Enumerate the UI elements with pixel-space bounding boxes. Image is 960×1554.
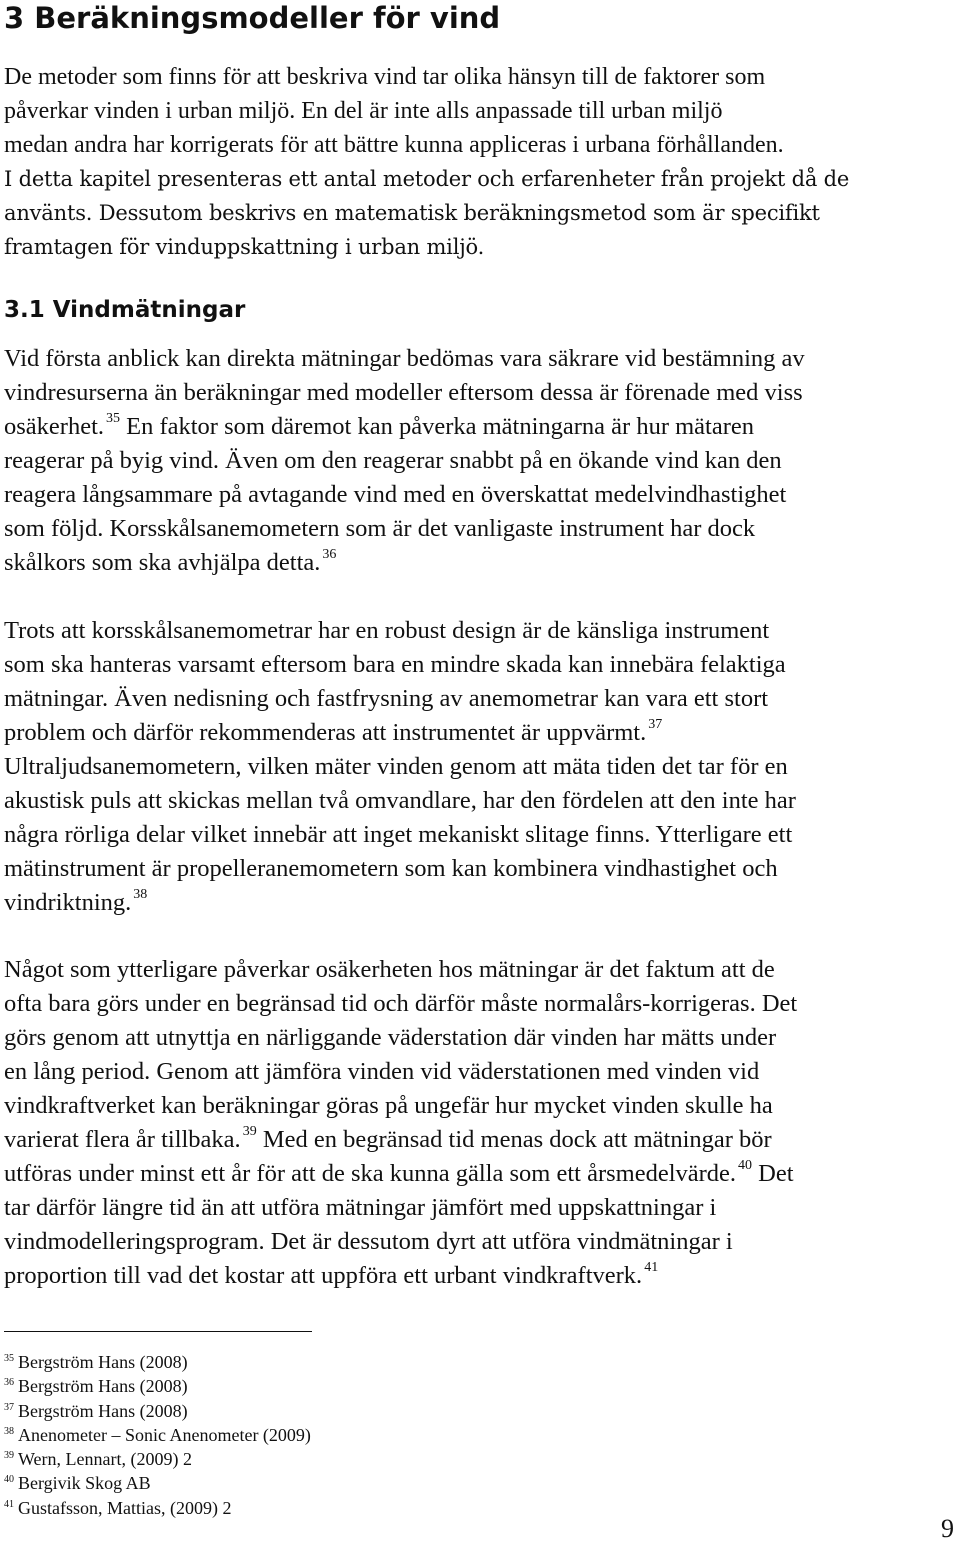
text-line: utföras under minst ett år för att de ska kunna gälla som ett årsmedelvärde. $^{40}$ Det (4, 1158, 794, 1187)
footnote-ref: 40 (738, 1158, 753, 1173)
intro-paragraph (4, 60, 956, 264)
text-line: I detta kapitel presenteras ett antal metoder och erfarenheter från projekt då de (4, 167, 850, 191)
text-line: varierat flera år tillbaka. $^{39}$ Med en begränsad tid menas dock att mätningar bör (4, 1124, 772, 1153)
footnote-item: 38 Anenometer – Sonic Anenometer (2009) (4, 1424, 311, 1445)
chapter-heading: 3 Beräkningsmodeller för vind (4, 1, 501, 35)
footnote-text: Anenometer – Sonic Anenometer (2009) (18, 1424, 311, 1445)
text-line: osäkerhet. $^{35}$ En faktor som däremot kan påverka mätningarna är hur mätaren (4, 411, 755, 440)
paragraph-1 (4, 342, 956, 580)
footnote-item: 41 Gustafsson, Mattias, (2009) 2 (4, 1497, 232, 1518)
footnote-ref: 38 (133, 887, 148, 902)
text-line: använts. Dessutom beskrivs en matematisk beräkningsmetod som är specifikt (4, 201, 820, 225)
text-line: Ultraljudsanemometern, vilken mäter vinden genom att mäta tiden det tar för en (4, 753, 788, 780)
text-line: reagera långsammare på avtagande vind med en överskattat medelvindhastighet (4, 481, 787, 508)
text-line: problem och därför rekommenderas att instrumentet är uppvärmt. $^{37}$ (4, 717, 663, 746)
text-line: Något som ytterligare påverkar osäkerheten hos mätningar är det faktum att de (4, 956, 775, 983)
footnote-item: 35 Bergström Hans (2008) (4, 1352, 188, 1372)
text-line: mätningar. Även nedisning och fastfrysning av anemometrar kan vara ett stort (4, 685, 769, 712)
text-line: vindkraftverket kan beräkningar göras på ungefär hur mycket vinden skulle ha (4, 1092, 773, 1119)
text-line: skålkors som ska avhjälpa detta. $^{36}$ (4, 547, 337, 576)
footnote-item: 40 Bergivik Skog AB (4, 1473, 151, 1494)
footnote-item: 36 Bergström Hans (2008) (4, 1376, 188, 1397)
footnote-ref: 35 (106, 411, 120, 426)
text-line: Trots att korsskålsanemometrar har en robust design är de känsliga instrument (4, 617, 770, 644)
text-line: akustisk puls att skickas mellan två omvandlare, har den fördelen att den inte har (4, 787, 796, 814)
footnote-ref: 37 (648, 717, 663, 732)
footnote-item: 39 Wern, Lennart, (2009) 2 (4, 1449, 192, 1470)
text-line: en lång period. Genom att jämföra vinden vid väderstationen med vinden vid (4, 1058, 760, 1085)
footnote-text: Gustafsson, Mattias, (2009) 2 (18, 1497, 232, 1518)
footnote-text: Bergivik Skog AB (18, 1473, 151, 1494)
paragraph-2 (4, 614, 956, 920)
footnote-text: Wern, Lennart, (2009) 2 (18, 1449, 192, 1470)
footnote-separator (4, 1331, 312, 1332)
text-line: påverkar vinden i urban miljö. En del är inte alls anpassade till urban miljö (4, 98, 723, 124)
text-line: medan andra har korrigerats för att bättre kunna appliceras i urbana förhållanden. (4, 132, 784, 158)
footnote-text: Bergström Hans (2008) (18, 1352, 188, 1372)
text-line: ofta bara görs under en begränsad tid och därför måste normalårs-korrigeras. Det (4, 990, 798, 1017)
text-line: som följd. Korsskålsanemometern som är det vanligaste instrument har dock (4, 515, 756, 542)
text-line: tar därför längre tid än att utföra mätningar jämfört med uppskattningar i (4, 1194, 717, 1221)
footnote-ref: 41 (644, 1260, 659, 1275)
footnote-ref: 39 (242, 1124, 257, 1139)
paragraph-3 (4, 953, 956, 1293)
text-line: vindresurserna än beräkningar med modeller eftersom dessa är förenade med viss (4, 379, 803, 406)
text-line: görs genom att utnyttja en närliggande väderstation där vinden har mätts under (4, 1024, 777, 1051)
text-line: vindmodelleringsprogram. Det är dessutom dyrt att utföra vindmätningar i (4, 1228, 733, 1255)
text-line: framtagen för vinduppskattning i urban miljö. (4, 235, 485, 259)
section-heading: 3.1 Vindmätningar (4, 297, 246, 323)
footnote-ref: 36 (322, 547, 337, 562)
text-line: reagerar på byig vind. Även om den reagerar snabbt på en ökande vind kan den (4, 447, 782, 474)
text-line: Vid första anblick kan direkta mätningar bedömas vara säkrare vid bestämning av (4, 345, 805, 372)
footnote-text: Bergström Hans (2008) (18, 1400, 188, 1421)
text-line: några rörliga delar vilket innebär att inget mekaniskt slitage finns. Ytterligare ett (4, 821, 793, 848)
text-line: De metoder som finns för att beskriva vind tar olika hänsyn till de faktorer som (4, 64, 766, 90)
text-line: proportion till vad det kostar att uppföra ett urbant vindkraftverk. $^{41}$ (4, 1260, 659, 1289)
page-number: 9 (941, 1514, 954, 1543)
footnote-item: 37 Bergström Hans (2008) (4, 1400, 188, 1421)
text-line: vindriktning. $^{38}$ (4, 887, 148, 916)
text-line: som ska hanteras varsamt eftersom bara en mindre skada kan innebära felaktiga (4, 651, 786, 678)
footnote-text: Bergström Hans (2008) (18, 1376, 188, 1397)
text-line: mätinstrument är propelleranemometern som kan kombinera vindhastighet och (4, 855, 778, 882)
footnote-list (4, 1350, 311, 1520)
